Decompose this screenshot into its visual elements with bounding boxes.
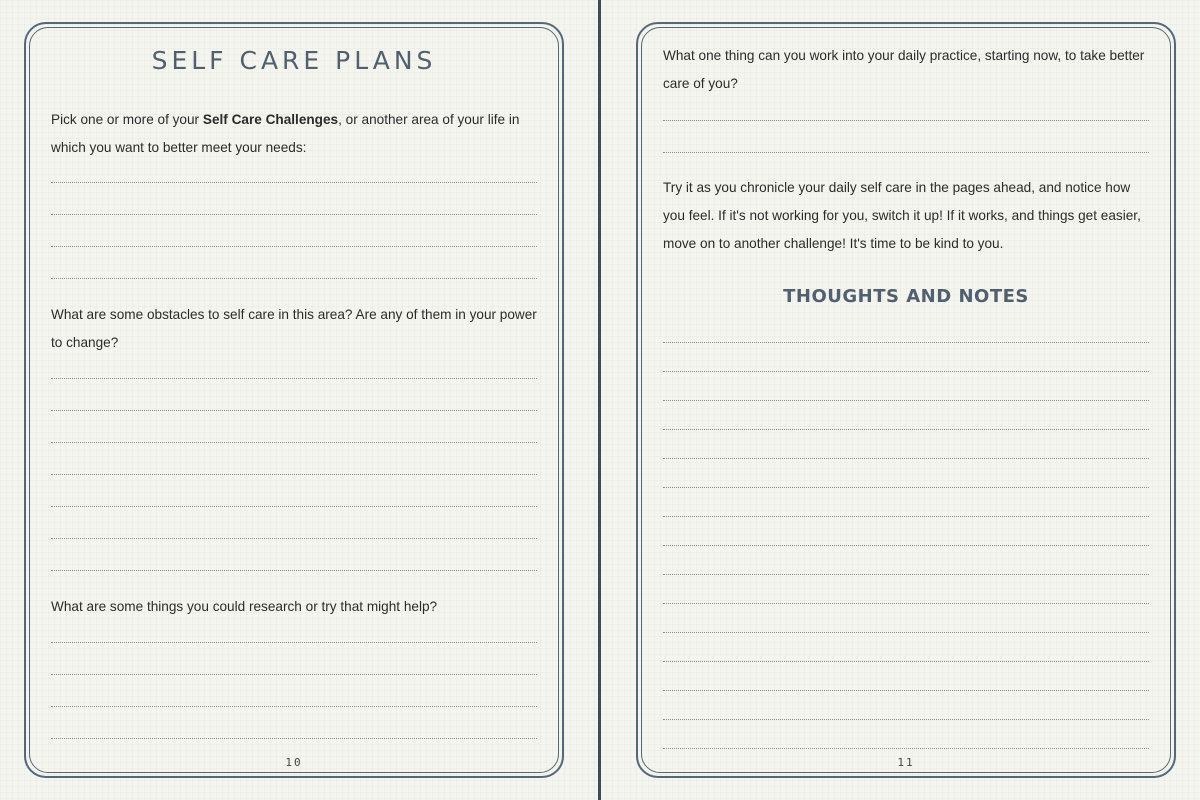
writing-line[interactable] (51, 246, 537, 247)
notes-line[interactable] (663, 632, 1149, 633)
notes-line[interactable] (663, 748, 1149, 749)
prompt-research: What are some things you could research or try that might help? (51, 599, 438, 614)
prompt-challenges-text-before: Pick one or more of your (51, 112, 203, 127)
writing-line[interactable] (51, 410, 537, 411)
prompt-challenges (51, 106, 539, 162)
notes-line[interactable] (663, 371, 1149, 372)
right-page (636, 22, 1176, 778)
prompt-challenges-bold: Self Care Challenges (202, 112, 339, 127)
prompt-challenges-text-after: , or another area of your life in which you want to better meet your needs: (51, 112, 520, 155)
book-gutter (598, 0, 601, 800)
thoughts-notes-heading: THOUGHTS AND NOTES (783, 286, 1029, 307)
notes-line[interactable] (663, 342, 1149, 343)
notes-line[interactable] (663, 429, 1149, 430)
writing-line[interactable] (51, 738, 537, 739)
writing-line[interactable] (663, 152, 1149, 153)
writing-line[interactable] (51, 182, 537, 183)
prompt-daily-practice: What one thing can you work into your daily practice, starting now, to take better care of you? (663, 48, 1145, 91)
writing-line[interactable] (663, 120, 1149, 121)
writing-line[interactable] (51, 506, 537, 507)
writing-line[interactable] (51, 214, 537, 215)
notes-line[interactable] (663, 516, 1149, 517)
notes-line[interactable] (663, 487, 1149, 488)
notes-line[interactable] (663, 574, 1149, 575)
encouragement-paragraph: Try it as you chronicle your daily self care in the pages ahead, and notice how you feel. If it's not working for you, switch it up! If it works, and things get easier, move on to another challenge! It's time to be kind to you. (663, 180, 1141, 251)
left-page (24, 22, 564, 778)
page-number-left: 10 (285, 756, 303, 769)
notes-line[interactable] (663, 690, 1149, 691)
notes-line[interactable] (663, 661, 1149, 662)
notes-line[interactable] (663, 545, 1149, 546)
writing-line[interactable] (51, 706, 537, 707)
writing-line[interactable] (51, 474, 537, 475)
writing-line[interactable] (51, 570, 537, 571)
writing-line[interactable] (51, 642, 537, 643)
notes-line[interactable] (663, 603, 1149, 604)
writing-line[interactable] (51, 674, 537, 675)
writing-line[interactable] (51, 378, 537, 379)
prompt-obstacles: What are some obstacles to self care in this area? Are any of them in your power to change? (51, 307, 537, 350)
notes-line[interactable] (663, 458, 1149, 459)
notes-line[interactable] (663, 400, 1149, 401)
page-title: SELF CARE PLANS (151, 46, 437, 75)
page-number-right: 11 (897, 756, 915, 769)
notes-line[interactable] (663, 719, 1149, 720)
writing-line[interactable] (51, 278, 537, 279)
writing-line[interactable] (51, 442, 537, 443)
writing-line[interactable] (51, 538, 537, 539)
